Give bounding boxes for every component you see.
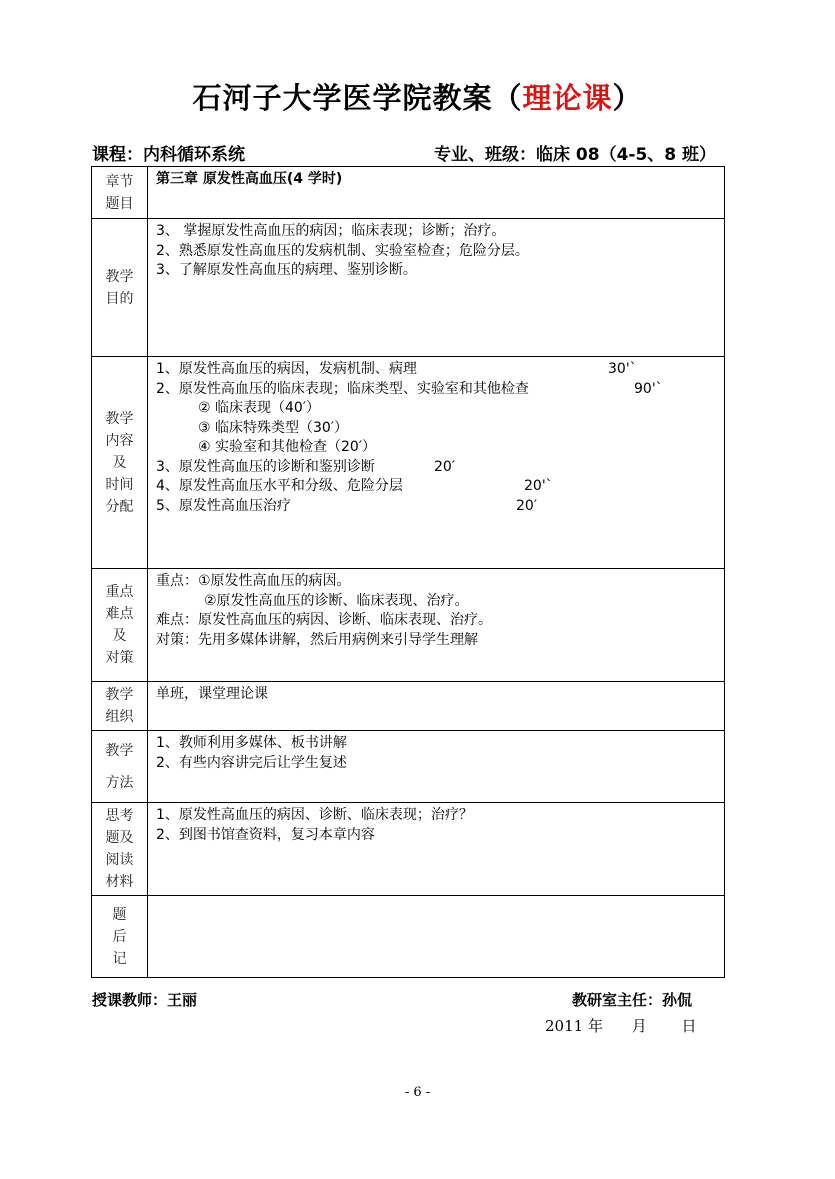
lesson-plan-table: [91, 166, 725, 978]
method-content: [148, 731, 725, 803]
objective-line: 2、熟悉原发性高血压的发病机制、实验室检查；危险分层。: [156, 242, 529, 259]
reading-content: [148, 803, 725, 896]
course-name: 课程：内科循环系统: [92, 145, 245, 165]
label-key-points: 重点 难点 及 对策: [92, 569, 148, 682]
title-highlight: 理论课: [522, 81, 613, 115]
row-content: [92, 357, 725, 569]
label-reading: 思考 题及 阅读 材料: [92, 803, 148, 896]
key-points-content: [148, 569, 725, 682]
method-line: 1、教师利用多媒体、板书讲解: [156, 735, 347, 751]
time-allocation: 90'`: [634, 380, 663, 397]
objective-line: 3、 掌握原发性高血压的病因；临床表现；诊断；治疗。: [156, 223, 506, 239]
objective-line: 3、了解原发性高血压的病理、鉴别诊断。: [156, 262, 417, 278]
key-point-line: 对策：先用多媒体讲解，然后用病例来引导学生理解: [156, 631, 478, 648]
director-name: 教研室主任：孙侃: [572, 991, 693, 1009]
row-key-points: [92, 569, 725, 682]
row-objectives: [92, 219, 725, 357]
content-line: 4、原发性高血压水平和分级、危险分层 20'`: [156, 477, 718, 497]
reading-line: 1、原发性高血压的病因、诊断、临床表现；治疗？: [156, 807, 473, 823]
page-number: - 6 -: [404, 1085, 431, 1100]
label-organization: 教学 组织: [92, 682, 148, 731]
chapter-title: 第三章 原发性高血压(4 学时): [148, 167, 725, 219]
time-allocation: 20′: [434, 458, 455, 475]
key-point-line: 难点：原发性高血压的病因、诊断、临床表现、治疗。: [156, 612, 492, 628]
label-content: 教学 内容 及 时间 分配: [92, 357, 148, 569]
content-line: 3、原发性高血压的诊断和鉴别诊断 20′: [156, 458, 718, 478]
major-class: 专业、班级：临床 08（4-5、8 班）: [434, 145, 717, 165]
content-subline: ③ 临床特殊类型（30′）: [198, 419, 348, 436]
objectives-content: [148, 219, 725, 357]
content-line: 1、原发性高血压的病因，发病机制、病理 30'`: [156, 360, 718, 380]
content-line: 5、原发性高血压治疗 20′: [156, 497, 718, 517]
document-title: 石河子大学医学院教案（理论课）: [192, 81, 643, 115]
key-point-line: ②原发性高血压的诊断、临床表现、治疗。: [204, 592, 469, 609]
time-allocation: 20'`: [524, 478, 553, 494]
row-reading: [92, 803, 725, 896]
label-postscript: 题 后 记: [92, 896, 148, 978]
content-line: 2、原发性高血压的临床表现；临床类型、实验室和其他检查 90'`: [156, 380, 718, 400]
label-chapter: 章节 题目: [92, 167, 148, 219]
time-allocation: 20′: [516, 497, 537, 514]
content-schedule: [148, 357, 725, 569]
teacher-name: 授课教师：王丽: [92, 991, 198, 1009]
content-subline: ② 临床表现（40′）: [198, 400, 320, 416]
key-point-line: 重点：①原发性高血压的病因。: [156, 573, 351, 589]
postscript-content: [148, 896, 725, 978]
content-subline: ④ 实验室和其他检查（20′）: [198, 439, 376, 455]
row-method: [92, 731, 725, 803]
date-month: 月: [631, 1017, 647, 1035]
row-postscript: [92, 896, 725, 978]
time-allocation: 30'`: [608, 361, 637, 377]
method-line: 2、有些内容讲完后让学生复述: [156, 754, 347, 771]
row-chapter: [92, 167, 725, 219]
label-method: 教学 方法: [92, 731, 148, 803]
row-organization: [92, 682, 725, 731]
label-objectives: 教学 目的: [92, 219, 148, 357]
date-year: 2011 年: [545, 1017, 603, 1035]
date-line: [545, 1015, 697, 1036]
reading-line: 2、到图书馆查资料，复习本章内容: [156, 826, 375, 843]
date-day: 日: [681, 1017, 697, 1035]
organization-content: 单班，课堂理论课: [148, 682, 725, 731]
